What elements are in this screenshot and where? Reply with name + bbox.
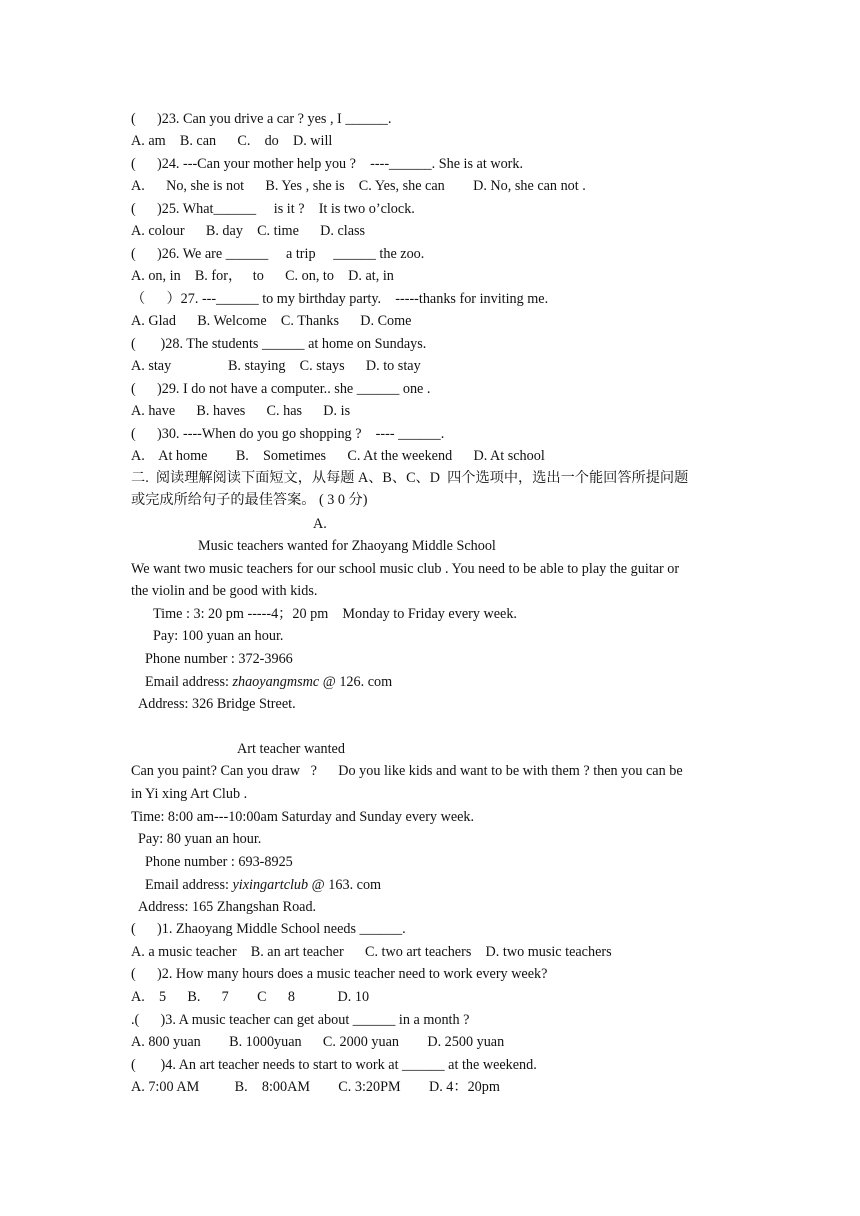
options-28: A. stay B. staying C. stays D. to stay bbox=[131, 358, 421, 374]
section-two-instructions-cont: 或完成所给句子的最佳答案。 ( 3 0 分) bbox=[131, 492, 368, 508]
options-3: A. 800 yuan B. 1000yuan C. 2000 yuan D. 2500 yuan bbox=[131, 1034, 505, 1050]
music-phone: Phone number : 372-3966 bbox=[145, 651, 293, 667]
music-time: Time : 3: 20 pm -----4；20 pm Monday to Friday every week. bbox=[153, 606, 517, 622]
art-email-domain: @ 163. com bbox=[308, 877, 382, 893]
ad-title-music: Music teachers wanted for Zhaoyang Middle School bbox=[198, 538, 496, 554]
options-1: A. a music teacher B. an art teacher C. two art teachers D. two music teachers bbox=[131, 944, 612, 960]
question-23: ( )23. Can you drive a car ? yes , I ______. bbox=[131, 111, 392, 127]
options-2: A. 5 B. 7 C 8 D. 10 bbox=[131, 989, 370, 1005]
music-email-domain: @ 126. com bbox=[319, 674, 393, 690]
ad-title-art: Art teacher wanted bbox=[237, 741, 345, 757]
ad-body-music-cont: the violin and be good with kids. bbox=[131, 583, 318, 599]
question-1: ( )1. Zhaoyang Middle School needs ______. bbox=[131, 921, 406, 937]
question-30: ( )30. ----When do you go shopping ? ---- ______. bbox=[131, 426, 445, 442]
question-29: ( )29. I do not have a computer.. she ______ one . bbox=[131, 381, 431, 397]
art-email-user: yixingartclub bbox=[232, 877, 309, 893]
art-email bbox=[145, 876, 381, 894]
section-two-instructions: 二. 阅读理解阅读下面短文，从每题 A、B、C、D 四个选项中，选出一个能回答所提问题 bbox=[131, 470, 689, 486]
ad-body-art-cont: in Yi xing Art Club . bbox=[131, 786, 248, 802]
options-25: A. colour B. day C. time D. class bbox=[131, 223, 366, 239]
music-email-label: Email address: bbox=[145, 674, 233, 690]
ad-body-art: Can you paint? Can you draw ? Do you like kids and want to be with them ? then you can be bbox=[131, 763, 683, 779]
question-2: ( )2. How many hours does a music teacher need to work every week? bbox=[131, 966, 548, 982]
question-28: ( )28. The students ______ at home on Sundays. bbox=[131, 336, 427, 352]
options-27: A. Glad B. Welcome C. Thanks D. Come bbox=[131, 313, 412, 329]
question-4: ( )4. An art teacher needs to start to work at ______ at the weekend. bbox=[131, 1057, 537, 1073]
options-24: A. No, she is not B. Yes , she is C. Yes, she can D. No, she can not . bbox=[131, 178, 586, 194]
ad-body-music: We want two music teachers for our school music club . You need to be able to play the guitar or bbox=[131, 561, 680, 577]
art-email-label: Email address: bbox=[145, 877, 233, 893]
options-26: A. on, in B. for， to C. on, to D. at, in bbox=[131, 268, 394, 284]
art-pay: Pay: 80 yuan an hour. bbox=[138, 831, 262, 847]
options-4: A. 7:00 AM B. 8:00AM C. 3:20PM D. 4：20pm bbox=[131, 1079, 500, 1095]
options-29: A. have B. haves C. has D. is bbox=[131, 403, 351, 419]
music-email-user: zhaoyangmsmc bbox=[232, 674, 320, 690]
music-address: Address: 326 Bridge Street. bbox=[138, 696, 296, 712]
passage-label-a: A. bbox=[313, 516, 327, 532]
question-24: ( )24. ---Can your mother help you ? ----______. She is at work. bbox=[131, 156, 524, 172]
question-25: ( )25. What______ is it ? It is two o’clock. bbox=[131, 201, 415, 217]
music-pay: Pay: 100 yuan an hour. bbox=[153, 628, 284, 644]
music-email bbox=[145, 673, 392, 691]
question-3: .( )3. A music teacher can get about ______ in a month ? bbox=[131, 1012, 470, 1028]
art-time: Time: 8:00 am---10:00am Saturday and Sunday every week. bbox=[131, 809, 475, 825]
art-phone: Phone number : 693-8925 bbox=[145, 854, 293, 870]
question-27: （ ）27. ---______ to my birthday party. -----thanks for inviting me. bbox=[131, 291, 549, 307]
options-23: A. am B. can C. do D. will bbox=[131, 133, 333, 149]
question-26: ( )26. We are ______ a trip ______ the zoo. bbox=[131, 246, 425, 262]
art-address: Address: 165 Zhangshan Road. bbox=[138, 899, 317, 915]
options-30: A. At home B. Sometimes C. At the weekend D. At school bbox=[131, 448, 545, 464]
